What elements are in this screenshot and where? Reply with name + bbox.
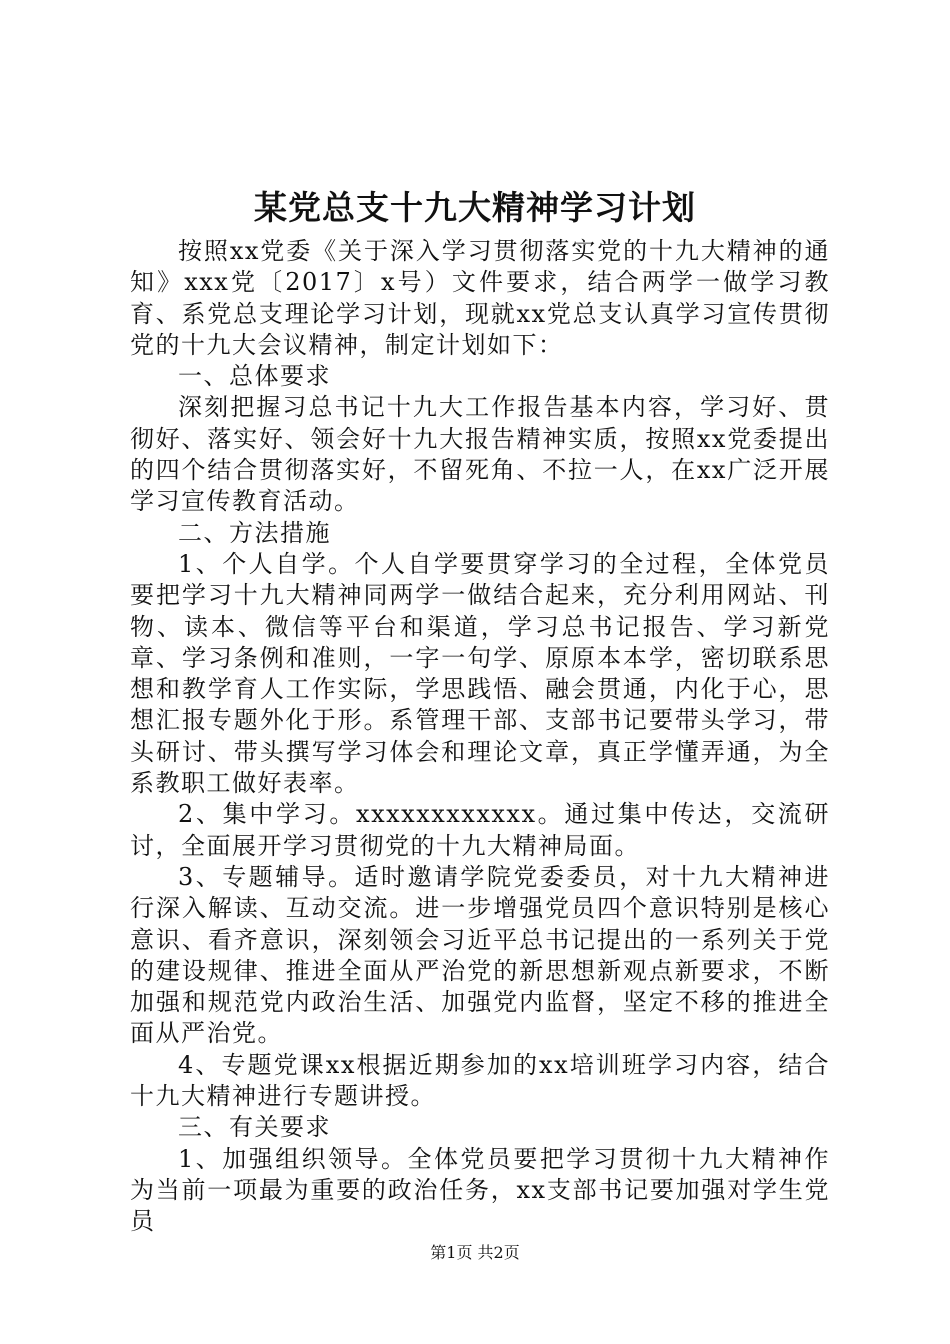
document-title: 某党总支十九大精神学习计划 [254, 188, 696, 227]
paragraph-organization-leadership: 1、加强组织领导。全体党员要把学习贯彻十九大精神作为当前一项最为重要的政治任务，xx支部书记要加强对学生党员 [130, 1144, 830, 1236]
section-heading-general-requirements: 一、总体要求 [178, 362, 331, 391]
paragraph-centralized-study: 2、集中学习。xxxxxxxxxxxx。通过集中传达，交流研讨，全面展开学习贯彻党的十九大精神局面。 [130, 800, 830, 860]
paragraph-general-requirements: 深刻把握习总书记十九大工作报告基本内容，学习好、贯彻好、落实好、领会好十九大报告精神实质，按照xx党委提出的四个结合贯彻落实好，不留死角、不拉一人，在xx广泛开展学习宣传教育活动。 [130, 393, 830, 516]
document-body [130, 236, 830, 1238]
section-heading-methods: 二、方法措施 [178, 518, 331, 547]
paragraph-special-guidance: 3、专题辅导。适时邀请学院党委委员，对十九大精神进行深入解读、互动交流。进一步增强党员四个意识特别是核心意识、看齐意识，深刻领会习近平总书记提出的一系列关于党的建设规律、推进全面从严治党的新思想新观点新要求，不断加强和规范党内政治生活、加强党内监督，坚定不移的推进全面从严治党。 [130, 862, 830, 1048]
section-heading-related-requirements: 三、有关要求 [178, 1113, 331, 1142]
paragraph-self-study: 1、个人自学。个人自学要贯穿学习的全过程，全体党员要把学习十九大精神同两学一做结合起来，充分利用网站、刊物、读本、微信等平台和渠道，学习总书记报告、学习新党章、学习条例和准则，一字一句学、原原本本学，密切联系思想和教学育人工作实际，学思践悟、融会贯通，内化于心，思想汇报专题外化于形。系管理干部、支部书记要带头学习，带头研讨、带头撰写学习体会和理论文章，真正学懂弄通，为全系教职工做好表率。 [130, 549, 830, 798]
paragraph-special-lecture: 4、专题党课xx根据近期参加的xx培训班学习内容，结合十九大精神进行专题讲授。 [130, 1050, 830, 1111]
paragraph-intro: 按照xx党委《关于深入学习贯彻落实党的十九大精神的通知》xxx党〔2017〕x号）文件要求，结合两学一做学习教育、系党总支理论学习计划，现就xx党总支认真学习宣传贯彻党的十九大会议精神，制定计划如下： [130, 237, 830, 359]
page-footer: 第1页 共2页 [430, 1243, 520, 1262]
